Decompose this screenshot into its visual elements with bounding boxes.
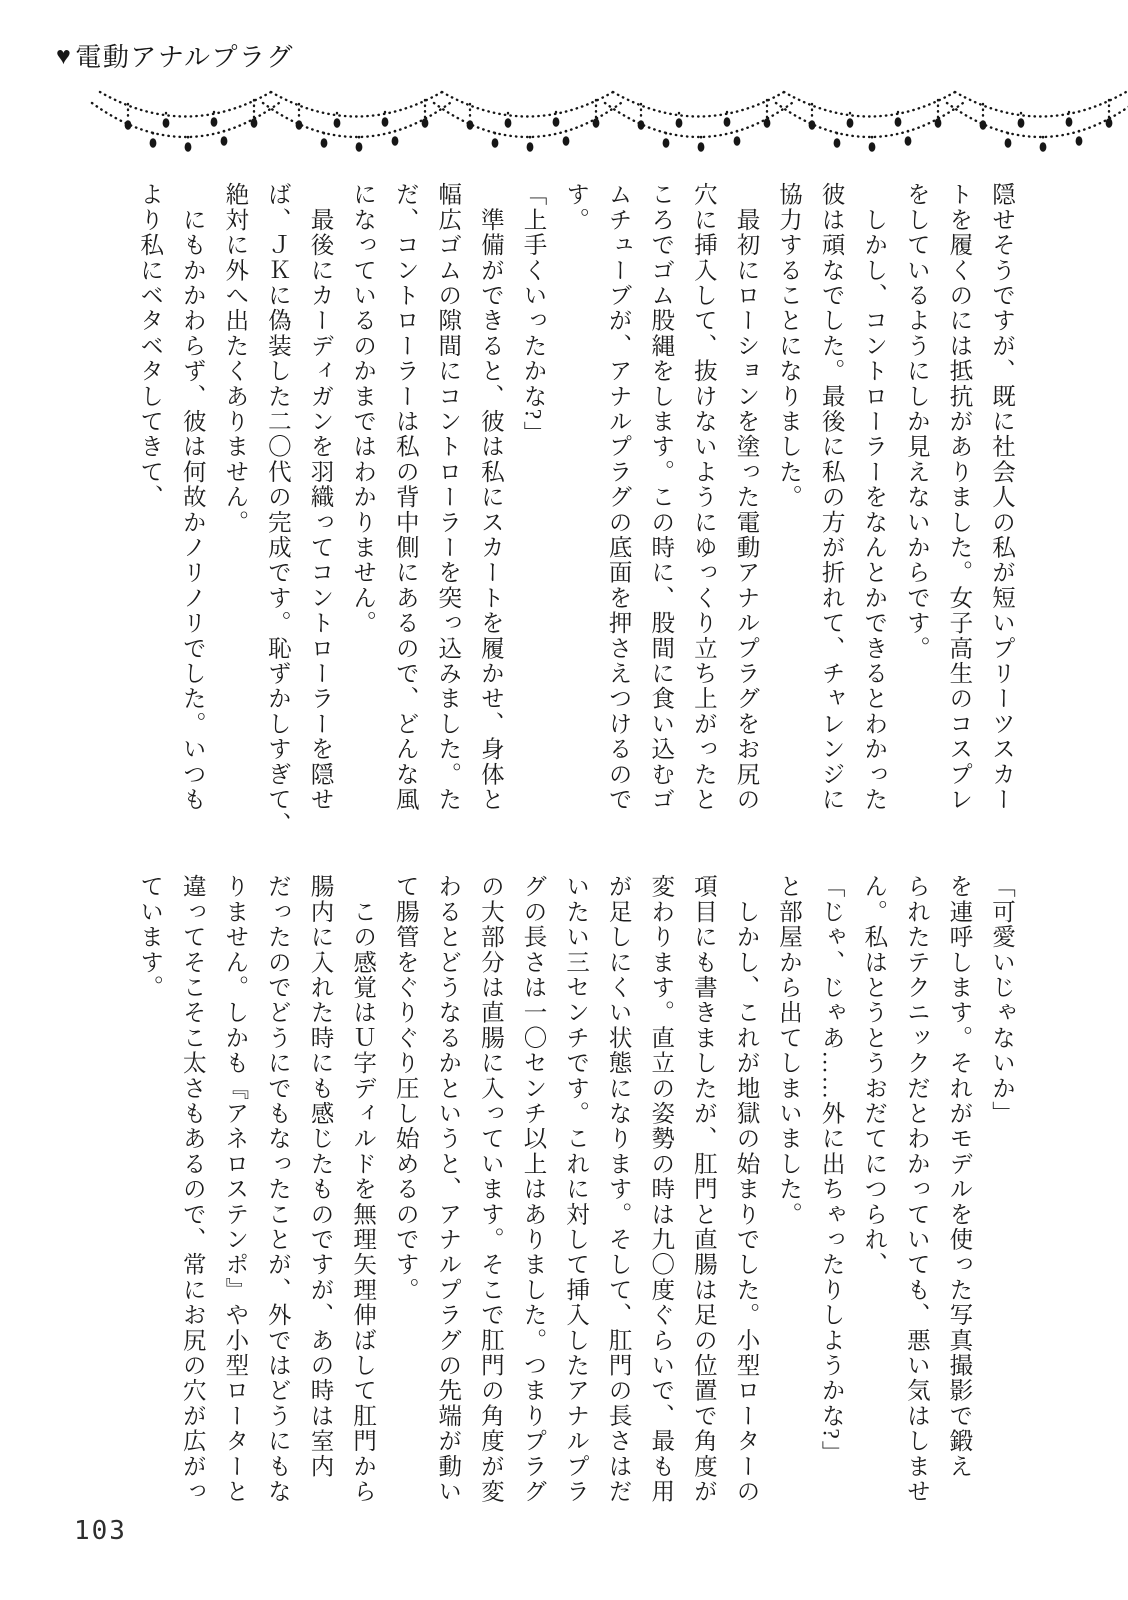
text-column: 準備ができると、彼は私にスカートを履かせ、身体と (476, 182, 503, 812)
text-column: 彼は頑なでした。最後に私の方が折れて、チャレンジに (817, 182, 844, 812)
text-band-bottom (117, 874, 1012, 1534)
text-column: を連呼します。それがモデルを使った写真撮影で鍛え (945, 874, 972, 1479)
text-column: しかし、これが地獄の始まりでした。小型ローターの (732, 874, 759, 1504)
text-column: だ、コントローラーは私の背中側にあるので、どんな風 (391, 182, 418, 812)
section-header (56, 37, 294, 74)
text-band-top (117, 182, 1012, 842)
text-column: 幅広ゴムの隙間にコントローラーを突っ込みました。た (434, 182, 461, 812)
text-column: りません。しかも『アネロステンポ』や小型ローターと (221, 874, 248, 1504)
text-column: わるとどうなるかというと、アナルプラグの先端が動い (434, 874, 461, 1504)
page-number: 103 (74, 1516, 127, 1546)
text-column: より私にベタベタしてきて、 (136, 182, 163, 510)
text-column: グの長さは一〇センチ以上はありました。つまりプラグ (519, 874, 546, 1504)
text-column: 違ってそこそこ太さもあるので、常にお尻の穴が広がっ (178, 874, 205, 1504)
text-column: ば、ＪＫに偽装した二〇代の完成です。恥ずかしすぎて、 (263, 182, 290, 838)
text-column: いたい三センチです。これに対して挿入したアナルプラ (562, 874, 589, 1504)
text-column: ん。私はとうとうおだてにつられ、 (860, 874, 887, 1278)
text-column: だったのでどうにでもなったことが、外ではどうにもな (263, 874, 290, 1504)
text-column: ころでゴム股縄をします。この時に、股間に食い込むゴ (647, 182, 674, 812)
text-column: 穴に挿入して、抜けないようにゆっくり立ち上がったと (689, 182, 716, 812)
garland-border-icon (100, 88, 1126, 158)
text-column: 「じゃ、じゃあ……外に出ちゃったりしようかな?」 (817, 874, 844, 1466)
text-column: をしているようにしか見えないからです。 (902, 182, 929, 661)
text-column: と部屋から出てしまいました。 (775, 874, 802, 1227)
text-column: ムチューブが、アナルプラグの底面を押さえつけるので (604, 182, 631, 812)
text-column: す。 (562, 182, 589, 233)
text-column: トを履くのには抵抗がありました。女子高生のコスプレ (945, 182, 972, 812)
text-column: 隠せそうですが、既に社会人の私が短いプリーツスカー (988, 182, 1014, 812)
text-column: になっているのかまではわかりません。 (349, 182, 376, 636)
text-column: にもかかわらず、彼は何故かノリノリでした。いつも (178, 182, 205, 812)
text-column: 最初にローションを塗った電動アナルプラグをお尻の (732, 182, 759, 812)
text-column: この感覚はＵ字ディルドを無理矢理伸ばして肛門から (349, 874, 376, 1504)
text-column: 「可愛いじゃないか」 (988, 874, 1014, 1126)
text-column: 協力することになりました。 (775, 182, 802, 510)
text-column: の大部分は直腸に入っています。そこで肛門の角度が変 (476, 874, 503, 1504)
heart-icon: ♥ (56, 42, 73, 70)
text-column: 項目にも書きましたが、肛門と直腸は足の位置で角度が (689, 874, 716, 1504)
text-column: ています。 (136, 874, 163, 1000)
text-column: 腸内に入れた時にも感じたものですが、あの時は室内 (306, 874, 333, 1479)
text-column: しかし、コントローラーをなんとかできるとわかった (860, 182, 887, 812)
text-column: て腸管をぐりぐり圧し始めるのです。 (391, 874, 418, 1303)
text-column: が足しにくい状態になります。そして、肛門の長さはだ (604, 874, 631, 1504)
text-column: 変わります。直立の姿勢の時は九〇度ぐらいで、最も用 (647, 874, 674, 1504)
page-title: 電動アナルプラグ (75, 42, 295, 72)
text-column: 絶対に外へ出たくありません。 (221, 182, 248, 535)
text-column: 最後にカーディガンを羽織ってコントローラーを隠せ (306, 182, 333, 812)
text-column: られたテクニックだとわかっていても、悪い気はしませ (902, 874, 929, 1504)
text-column: 「上手くいったかな?」 (519, 182, 546, 447)
